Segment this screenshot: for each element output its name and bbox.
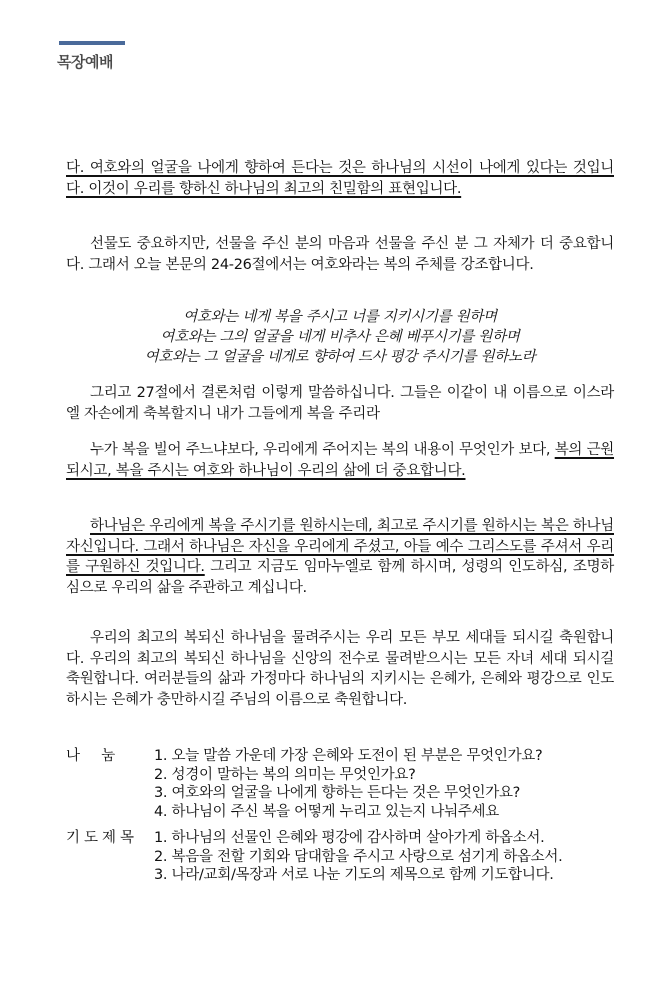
- paragraph-source-lead: 누가 복을 빌어 주느냐보다, 우리에게 주어지는 복의 내용이 무엇인가 보다,: [90, 442, 555, 458]
- prayer-item: 3. 나라/교회/목장과 서로 나눈 기도의 제목으로 함께 기도합니다.: [154, 867, 554, 883]
- blessing-quote: [66, 307, 614, 367]
- sharing-item: 3. 여호와의 얼굴을 나에게 향하는 든다는 것은 무엇인가요?: [154, 785, 521, 801]
- paragraph-source: [66, 440, 614, 481]
- prayer-label: 기도제목: [66, 830, 139, 846]
- quote-line-1: 여호와는 네게 복을 주시고 너를 지키시기를 원하며: [183, 309, 497, 325]
- sharing-label: 나 눔: [66, 748, 115, 764]
- header-accent-bar: [59, 41, 125, 45]
- page-title: 목장예배: [57, 53, 113, 71]
- paragraph-gift-tail: 그리고 지금도 임마누엘로 함께 하시며, 성령의 인도하심, 조명하심으로 우리의 삶을 주관하고 계십니다.: [66, 559, 614, 596]
- quote-line-2: 여호와는 그의 얼굴을 네게 비추사 은혜 베푸시기를 원하며: [160, 329, 520, 345]
- paragraph-giver: 선물도 중요하지만, 선물을 주신 분의 마음과 선물을 주신 분 그 자체가 더 중요합니다. 그래서 오늘 본문의 24-26절에서는 여호와라는 복의 주체를 강조합니다.: [66, 236, 614, 273]
- paragraph-intimacy: 다. 여호와의 얼굴을 나에게 향하여 든다는 것은 하나님의 시선이 나에게 있다는 것입니다. 이것이 우리를 향하신 하나님의 최고의 친밀함의 표현입니다.: [66, 160, 614, 197]
- sharing-list: [154, 747, 542, 821]
- sharing-item: 1. 오늘 말씀 가운데 가장 은혜와 도전이 된 부분은 무엇인가요?: [154, 748, 543, 764]
- prayer-section: [66, 829, 626, 889]
- prayer-item: 2. 복음을 전할 기회와 담대함을 주시고 사랑으로 섬기게 하옵소서.: [154, 848, 563, 865]
- prayer-item: 1. 하나님의 선물인 은혜와 평강에 감사하며 살아가게 하옵소서.: [154, 830, 545, 846]
- paragraph-conclusion: 그리고 27절에서 결론처럼 이렇게 말씀하십니다. 그들은 이같이 내 이름으로 이스라엘 자손에게 축복할지니 내가 그들에게 복을 주리라: [66, 385, 614, 422]
- sharing-section: [66, 747, 626, 827]
- prayer-list: [154, 829, 562, 885]
- paragraph-gift: [66, 516, 614, 598]
- paragraph-benediction: 우리의 최고의 복되신 하나님을 물려주시는 우리 모든 부모 세대들 되시길 축원합니다. 우리의 최고의 복되신 하나님을 신앙의 전수로 물려받으시는 모든 자녀 세대 되시길 축원합니다. 여러분들의 삶과 가정마다 하나님의 지키시는 은혜가, 은혜와 평강으로 인도하시는 은혜가 충만하시길 주님의 이름으로 축원합니다.: [66, 630, 614, 708]
- paragraph-source-emphasis: 복의 근원 되시고, 복을 주시는 여호와 하나님이 우리의 삶에 더 중요합니다.: [66, 442, 615, 479]
- paragraph-gift-emphasis: 하나님은 우리에게 복을 주시기를 원하시는데, 최고로 주시기를 원하시는 복은 하나님 자신입니다. 그래서 하나님은 자신을 우리에게 주셨고, 아들 예수 그리스도를 주셔서 우리를 구원하신 것입니다.: [66, 518, 614, 575]
- sharing-item: 4. 하나님이 주신 복을 어떻게 누리고 있는지 나눠주세요: [154, 803, 499, 820]
- quote-line-3: 여호와는 그 얼굴을 네게로 향하여 드사 평강 주시기를 원하노라: [144, 349, 536, 365]
- sharing-item: 2. 성경이 말하는 복의 의미는 무엇인가요?: [154, 766, 416, 783]
